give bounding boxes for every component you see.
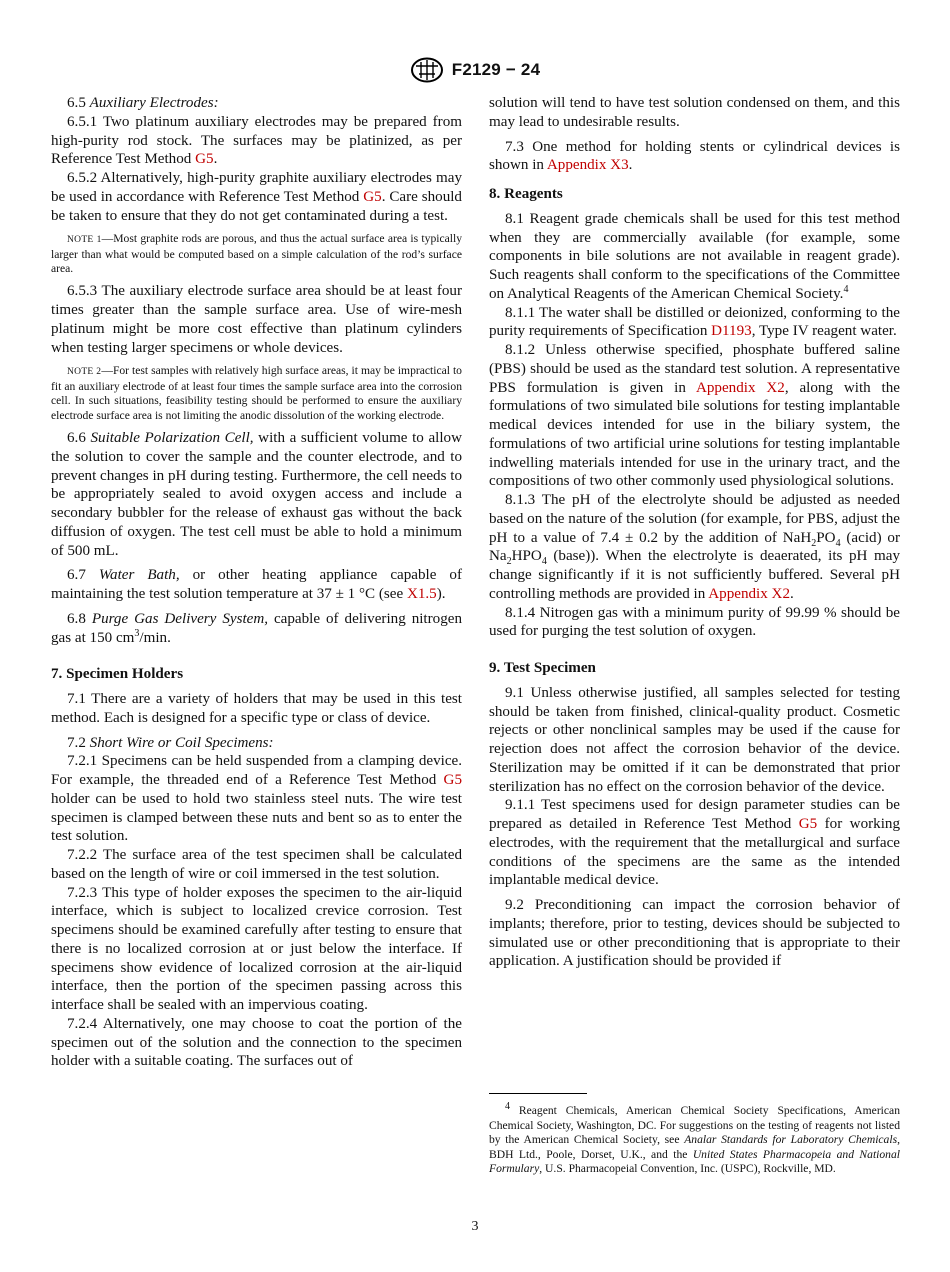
section-8-1: 8.1 Reagent grade chemicals shall be used for this test method when they are commercially available (for example, some components in bile solutions are not available in reagent grade). Such reagents shall conform to the specifications of the Committee on Analytical Reagents of the American Chemical Society.$^4$ — [489, 210, 900, 302]
continued-text: solution will tend to have test solution condensed on them, and this may lead to undesirable results. — [489, 95, 900, 130]
section-9-2: 9.2 Preconditioning can impact the corrosion behavior of implants; therefore, prior to testing, devices should be subjected to simulated use or other preconditioning that is appropriate to their application. A justification should be provided if — [489, 897, 900, 970]
note-1: NOTE 1—Most graphite rods are porous, and thus the actual surface area is typically larger than what would be computed based on a simple calculation of the rod’s surface area. — [51, 232, 462, 276]
section-6-5: 6.5 Auxiliary Electrodes: — [67, 95, 219, 111]
section-6-8: 6.8 Purge Gas Delivery System, capable of delivering nitrogen gas at 150 $cm^3/\min$. — [51, 610, 462, 646]
section-7-2-1: 7.2.1 Specimens can be held suspended from a clamping device. For example, the threaded end of a Reference Test Method G5 holder can be used to hold two stainless steel nuts. The wire test specimen is clamped between these nuts and bent so as to enter the test solution. — [51, 753, 462, 845]
section-8-1-2: 8.1.2 Unless otherwise specified, phosphate buffered saline (PBS) should be used as the standard test solution. A representative PBS formulation is given in Appendix X2, along with the formulations of two simulated bile solutions for testing implantable medical devices intended for use in the biliary system, the formulations of two artificial urine solutions for testing implantable indwelling materials intended for use in the urinary tract, and the compositions of two other commonly used physiological solutions. — [489, 342, 900, 490]
section-7-1: 7.1 There are a variety of holders that may be used in this test method. Each is designed for a specific type or class of device. — [51, 691, 462, 726]
section-7-2-4: 7.2.4 Alternatively, one may choose to coat the portion of the specimen out of the solution and the connection to the specimen holder with a suitable coating. The surfaces out of — [51, 1015, 462, 1070]
section-6-6: 6.6 Suitable Polarization Cell, with a sufficient volume to allow the solution to cover the sample and the counter electrode, and to prevent changes in pH during testing. Furthermore, the cell needs to be appropriately sealed to avoid oxygen access and include a secondary bubbler for the release of exhaust gas without the back diffusion of oxygen. The test cell must be able to hold a minimum of 500 mL. — [51, 430, 462, 559]
footnote-4: $^4$ Reagent Chemicals, American Chemical Society Specifications, American Chemical Society, Washington, DC. For suggestions on the testing of reagents not listed by the American Chemical Society, see Analar Standards for Laboratory Chemicals, BDH Ltd., Poole, Dorset, U.K., and the United States Pharmacopeia and National Formulary, U.S. Pharmacopeial Convention, Inc. (USPC), Rockville, MD. — [489, 1101, 900, 1176]
note-2: NOTE 2—For test samples with relatively high surface areas, it may be impractical to fit an auxiliary electrode of at least four times the sample surface area into the corrosion cell. In such situations, feasibility testing should be performed to ensure the auxiliary electrode surface area is not limiting the anodic dissolution of the working electrode. — [51, 364, 462, 422]
link-g5[interactable]: G5 — [195, 151, 214, 168]
footnote-divider — [489, 1093, 587, 1094]
section-7-3: 7.3 One method for holding stents or cylindrical devices is shown in Appendix X3. — [489, 138, 900, 174]
link-g5[interactable]: G5 — [443, 772, 462, 789]
section-7-2-3: 7.2.3 This type of holder exposes the specimen to the air-liquid interface, which is subject to localized crevice corrosion. Test specimens should be examined carefully after testing to ensure that there is no localized corrosion at or just below the interface. If specimens show evidence of localized corrosion at the air-liquid interface, then the portion of the specimen passing across this interface shall be sealed with an impervious coating. — [51, 884, 462, 1014]
section-8-1-4: 8.1.4 Nitrogen gas with a minimum purity of 99.99 % should be used for purging the test solution of oxygen. — [489, 604, 900, 640]
page-number: 3 — [471, 1219, 479, 1234]
section-6-5-1: 6.5.1 Two platinum auxiliary electrodes may be prepared from high-purity rod stock. The surfaces may be platinized, as per Reference Test Method G5. — [51, 113, 462, 168]
section-6-5-3: 6.5.3 The auxiliary electrode surface area should be at least four times greater than the sample surface area. Use of wire-mesh platinum might be more cost effective than platinum cylinders when testing larger specimens or whole devices. — [51, 283, 462, 356]
link-x1-5[interactable]: X1.5 — [406, 586, 437, 603]
link-g5[interactable]: G5 — [798, 816, 818, 832]
section-6-7: 6.7 Water Bath, or other heating appliance capable of maintaining the test solution temperature at 37 ± 1 °C (see X1.5). — [51, 567, 462, 603]
page-header — [0, 56, 950, 84]
section-6-5-2: 6.5.2 Alternatively, high-purity graphite auxiliary electrodes may be used in accordance with Reference Test Method G5. Care should be taken to ensure that they do not get contaminated during a test. — [51, 170, 462, 224]
section-8-1-1: 8.1.1 The water shall be distilled or deionized, conforming to the purity requirements of Specification D1193, Type IV reagent water. — [489, 304, 900, 340]
link-appendix-x2[interactable]: Appendix X2 — [695, 379, 785, 396]
section-9-1: 9.1 Unless otherwise justified, all samples selected for testing should be taken from finished, clinical-quality product. Cosmetic rejects or other nonclinical samples may be used if the cause for rejection does not affect the corrosion behavior of the device. Sterilization may be omitted if it can be demonstrated that prior sterilization has no effect on the corrosion behavior of the device. — [489, 684, 900, 795]
heading-section-7: 7. Specimen Holders — [51, 666, 184, 683]
link-appendix-x2[interactable]: Appendix X2 — [708, 585, 790, 602]
left-column — [51, 94, 462, 1071]
link-appendix-x3[interactable]: Appendix X3 — [546, 157, 629, 174]
heading-section-9: 9. Test Specimen — [489, 660, 596, 676]
heading-section-8: 8. Reagents — [489, 186, 563, 202]
section-7-2-2: 7.2.2 The surface area of the test specimen shall be calculated based on the length of wire or coil immersed in the test solution. — [51, 847, 462, 882]
section-9-1-1: 9.1.1 Test specimens used for design parameter studies can be prepared as detailed in Reference Test Method G5 for working electrodes, with the requirement that the metallurgical and surface conditions of the specimens are the same as the intended implantable medical device. — [489, 797, 900, 889]
link-g5[interactable]: G5 — [363, 188, 382, 205]
right-column — [489, 94, 900, 971]
section-8-1-3: 8.1.3 The pH of the electrolyte should be adjusted as needed based on the nature of the solution (for example, for PBS, adjust the pH to a value of 7.4 ± 0.2 by the addition of $NaH_2PO_4$ (acid) or $Na_2HPO_4$ (base)). When the electrolyte is deaerated, its pH may change significantly if it is not sufficiently buffered. Several pH controlling methods are provided in Appendix X2. — [489, 492, 900, 602]
document-number: F2129 − 24 — [451, 60, 541, 79]
section-7-2: 7.2 Short Wire or Coil Specimens: — [67, 734, 274, 751]
astm-logo-icon — [410, 57, 444, 83]
link-d1193[interactable]: D1193 — [711, 323, 752, 340]
